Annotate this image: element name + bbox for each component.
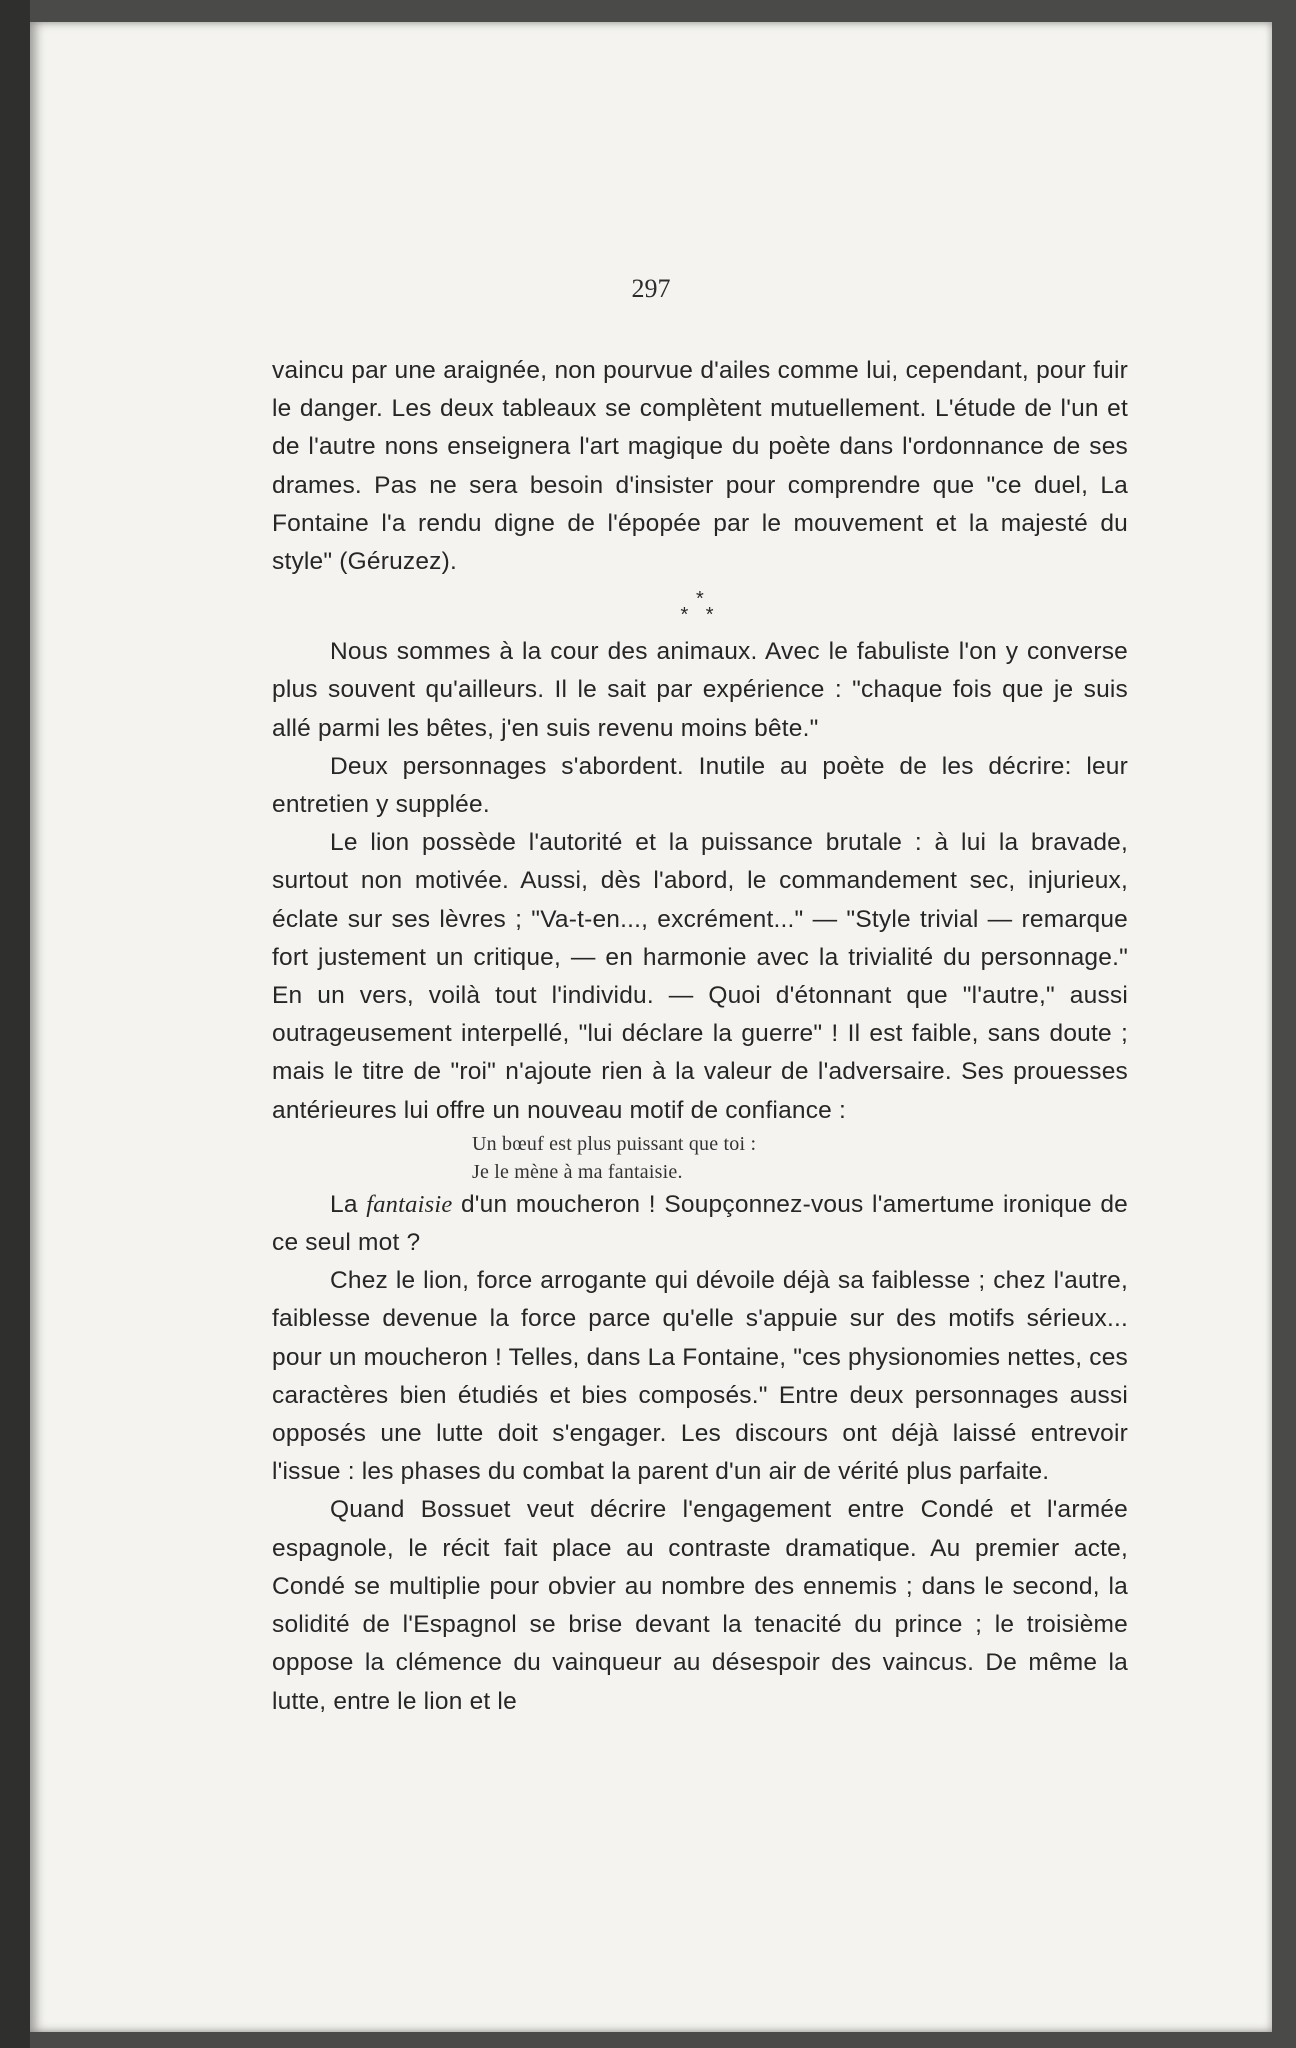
asterism-bottom: * * (680, 604, 720, 627)
paragraph-5-end: d'un moucheron ! Soupçonnez-vous l'amertume ironique de ce seul mot ? (272, 1190, 1128, 1257)
paragraph-5 (272, 1186, 1128, 1262)
asterism-top: * (696, 588, 704, 611)
italic-word: fantaisie (366, 1190, 453, 1218)
body-text (272, 352, 1128, 1721)
paragraph-4: Le lion possède l'autorité et la puissance brutale : à lui la bravade, surtout non motivée. Aussi, dès l'abord, le commandement sec, injurieux, éclate sur ses lèvres ; "Va-t-en..., excrément..." — "Style trivial — remarque fort justement un critique, — en harmonie avec la trivialité du personnage." En un vers, voilà tout l'individu. — Quoi d'étonnant que "l'autre," aussi outrageusement interpellé, "lui déclare la guerre" ! Il est faible, sans doute ; mais le titre de "roi" n'ajoute rien à la valeur de l'adversaire. Ses prouesses antérieures lui offre un nouveau motif de confiance : (272, 829, 1128, 1124)
paragraph-2: Nous sommes à la cour des animaux. Avec le fabuliste l'on y converse plus souvent qu'ailleurs. Il le sait par expérience : "chaque fois que je suis allé parmi les bêtes, j'en suis revenu moins bête." (272, 638, 1128, 742)
paragraph-1: vaincu par une araignée, non pourvue d'ailes comme lui, cependant, pour fuir le danger. Les deux tableaux se complètent mutuellement. L'étude de l'un et de l'autre nons enseignera l'art magique du poète dans l'ordonnance de ses drames. Pas ne sera besoin d'insister pour comprendre que "ce duel, La Fontaine l'a rendu digne de l'épopée par le mouvement et la majesté du style" (Géruzez). (272, 357, 1128, 576)
paragraph-7: Quand Bossuet veut décrire l'engagement entre Condé et l'armée espagnole, le récit fait place au contraste dramatique. Au premier acte, Condé se multiplie pour obvier au nombre des ennemis ; dans le second, la solidité de l'Espagnol se brise devant la tenacité du prince ; le troisième oppose la clémence du vainqueur au désespoir des vaincus. De même la lutte, entre le lion et le (272, 1496, 1128, 1715)
page-number: 297 (631, 274, 671, 303)
section-asterism (272, 588, 1128, 627)
verse-line-1: Un bœuf est plus puissant que toi : (472, 1132, 757, 1155)
verse-quote (472, 1130, 1128, 1186)
paragraph-5-start: La (330, 1190, 367, 1218)
book-page (30, 22, 1272, 2032)
scan-edge (0, 0, 30, 2048)
paragraph-6: Chez le lion, force arrogante qui dévoile déjà sa faiblesse ; chez l'autre, faiblesse devenue la force parce qu'elle s'appuie sur des motifs sérieux... pour un moucheron ! Telles, dans La Fontaine, "ces physionomies nettes, ces caractères bien étudiés et bies composés." Entre deux personnages aussi opposés une lutte doit s'engager. Les discours ont déjà laissé entrevoir l'issue : les phases du combat la parent d'un air de vérité plus parfaite. (272, 1267, 1128, 1486)
paragraph-3: Deux personnages s'abordent. Inutile au poète de les décrire: leur entretien y supplée. (272, 752, 1128, 819)
verse-line-2: Je le mène à ma fantaisie. (472, 1160, 683, 1183)
